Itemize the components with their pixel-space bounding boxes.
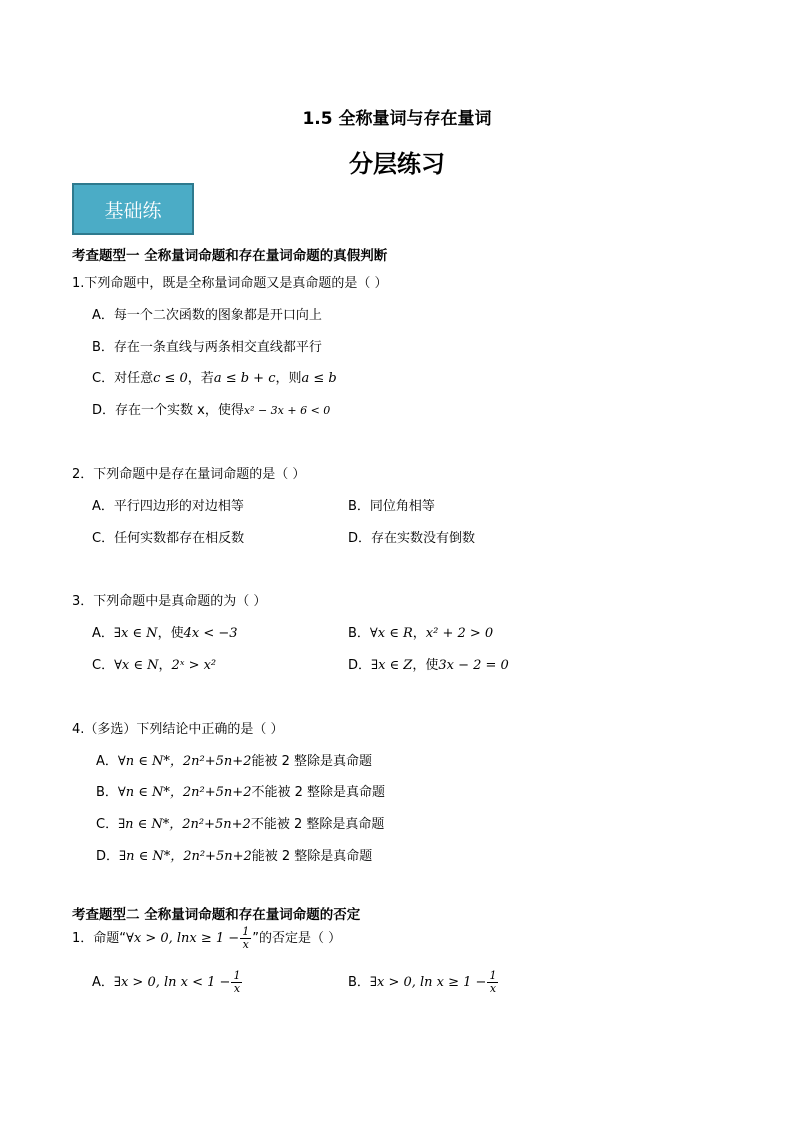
question-3-option-b: B．∀x ∈ R，x² + 2 > 0: [348, 626, 494, 641]
question-2-option-d: D．存在实数没有倒数: [348, 531, 476, 546]
question-2-stem: 2．下列命题中是存在量词命题的是（ ）: [72, 467, 306, 482]
question-2-option-b: B．同位角相等: [348, 499, 435, 514]
fraction: $\frac{1}{x}$: [242, 925, 250, 951]
question-3-stem: 3．下列命题中是真命题的为（ ）: [72, 594, 267, 609]
question-3-option-c: C．∀x ∈ N，2ˣ > x²: [92, 658, 217, 673]
question-4-option-a: A．∀n ∈ N*，2n²+5n+2能被 2 整除是真命题: [96, 754, 372, 769]
question-3-option-d: D．∃x ∈ Z，使3x − 2 = 0: [348, 658, 509, 673]
question-5-stem: 1．命题“∀x > 0, lnx ≥ 1 − $\frac{1}{x}$ ”的否定是（ ）: [72, 925, 342, 951]
question-2-option-a: A．平行四边形的对边相等: [92, 499, 244, 514]
question-5-option-b: B．∃x > 0, ln x ≥ 1 − $\frac{1}{x}$: [348, 969, 497, 995]
question-1-option-c: C．对任意c ≤ 0，若a ≤ b + c，则a ≤ b: [92, 371, 337, 386]
fraction: $\frac{1}{x}$: [489, 969, 497, 995]
question-4-option-b: B．∀n ∈ N*，2n²+5n+2不能被 2 整除是真命题: [96, 785, 386, 800]
section-title-1: 考查题型一 全称量词命题和存在量词命题的真假判断: [72, 248, 388, 264]
question-1-option-d: D．存在一个实数 x，使得x² − 3x + 6 < 0: [92, 403, 331, 418]
question-5-option-a: A．∃x > 0, ln x < 1 − $\frac{1}{x}$: [92, 969, 241, 995]
page-title: 1.5 全称量词与存在量词: [302, 109, 492, 129]
question-3-option-a: A．∃x ∈ N，使4x < −3: [92, 626, 238, 641]
question-2-option-c: C．任何实数都存在相反数: [92, 531, 245, 546]
page-subtitle: 分层练习: [349, 149, 445, 178]
question-4-option-c: C．∃n ∈ N*，2n²+5n+2不能被 2 整除是真命题: [96, 817, 385, 832]
question-4-option-d: D．∃n ∈ N*，2n²+5n+2能被 2 整除是真命题: [96, 849, 373, 864]
section-title-2: 考查题型二 全称量词命题和存在量词命题的否定: [72, 907, 361, 923]
question-4-stem: 4.（多选）下列结论中正确的是（ ）: [72, 722, 284, 737]
section-badge: 基础练: [72, 183, 194, 235]
question-1-option-a: A．每一个二次函数的图象都是开口向上: [92, 308, 322, 323]
fraction: $\frac{1}{x}$: [233, 969, 241, 995]
question-1-stem: 1.下列命题中，既是全称量词命题又是真命题的是（ ）: [72, 276, 388, 291]
question-1-option-b: B．存在一条直线与两条相交直线都平行: [92, 340, 322, 355]
